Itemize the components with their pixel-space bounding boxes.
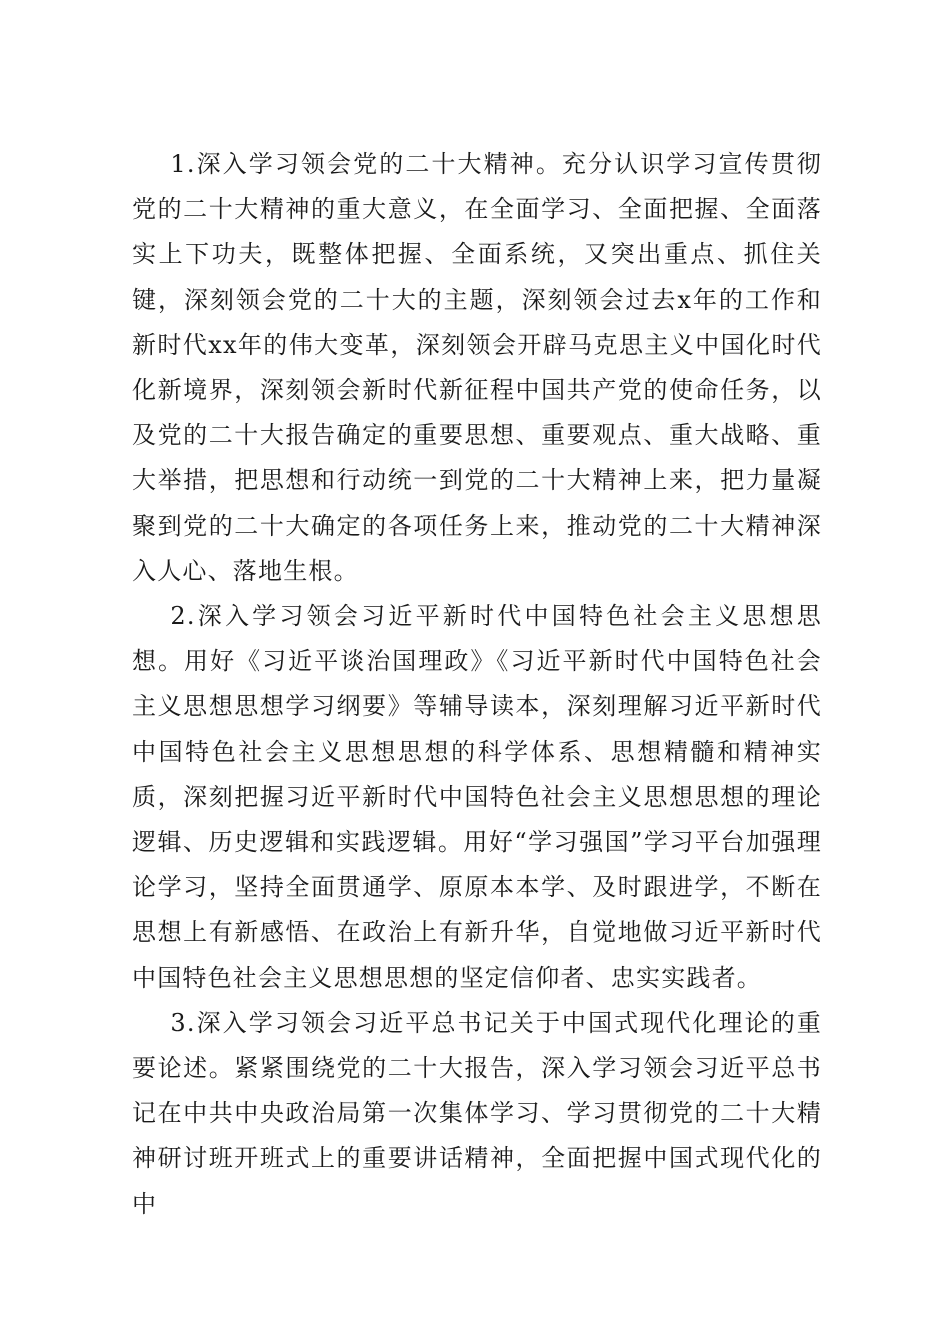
paragraph-2: 2.深入学习领会习近平新时代中国特色社会主义思想思想。用好《习近平谈治国理政》《习近平新时代中国特色社会主义思想思想学习纲要》等辅导读本，深刻理解习近平新时代中国特色社会主义思想思想的科学体系、思想精髓和精神实质，深刻把握习近平新时代中国特色社会主义思想思想的理论逻辑、历史逻辑和实践逻辑。用好“学习强国”学习平台加强理论学习，坚持全面贯通学、原原本本学、及时跟进学，不断在思想上有新感悟、在政治上有新升华，自觉地做习近平新时代中国特色社会主义思想思想的坚定信仰者、忠实实践者。 [132,602,822,992]
paragraph-1: 1.深入学习领会党的二十大精神。充分认识学习宣传贯彻党的二十大精神的重大意义，在全面学习、全面把握、全面落实上下功夫，既整体把握、全面系统，又突出重点、抓住关键，深刻领会党的二十大的主题，深刻领会过去x年的工作和新时代xx年的伟大变革，深刻领会开辟马克思主义中国化时代化新境界，深刻领会新时代新征程中国共产党的使命任务，以及党的二十大报告确定的重要思想、重要观点、重大战略、重大举措，把思想和行动统一到党的二十大精神上来，把力量凝聚到党的二十大确定的各项任务上来，推动党的二十大精神深入人心、落地生根。 [132,150,822,585]
document-body [132,142,822,1227]
paragraph-3: 3.深入学习领会习近平总书记关于中国式现代化理论的重要论述。紧紧围绕党的二十大报告，深入学习领会习近平总书记在中共中央政治局第一次集体学习、学习贯彻党的二十大精神研讨班开班式上的重要讲话精神，全面把握中国式现代化的中 [132,1008,822,1218]
